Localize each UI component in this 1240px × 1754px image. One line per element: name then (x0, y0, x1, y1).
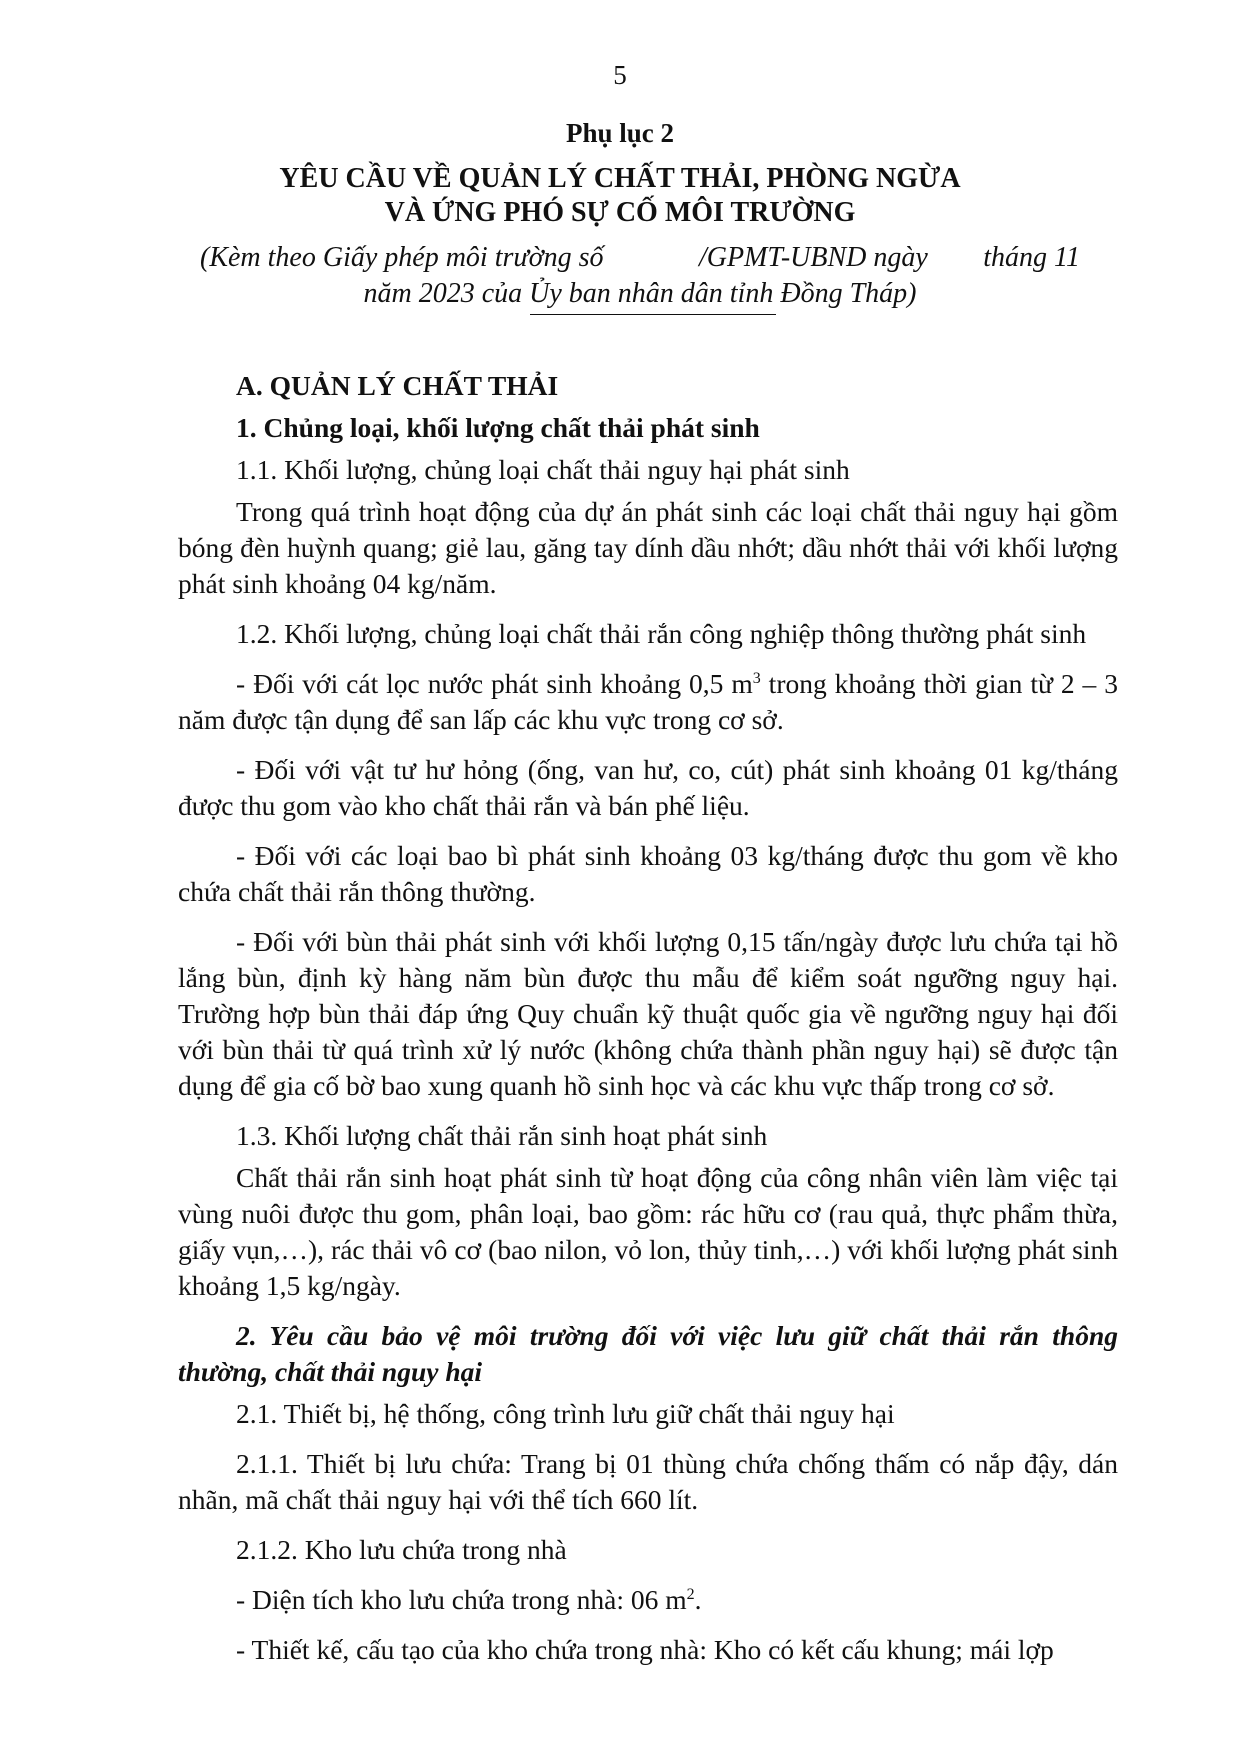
section-1-2-item-3: - Đối với các loại bao bì phát sinh khoảng 03 kg/tháng được thu gom về kho chứa chất thải rắn thông thường. (178, 840, 1118, 907)
subtitle-part-1: (Kèm theo Giấy phép môi trường số (200, 242, 604, 273)
page-number: 5 (613, 60, 627, 90)
section-1-2-item-4: - Đối với bùn thải phát sinh với khối lượng 0,15 tấn/ngày được lưu chứa tại hồ lắng bùn, định kỳ hàng năm bùn được thu mẫu để kiểm soát ngưỡng nguy hại. Trường hợp bùn thải đáp ứng Quy chuẩn kỹ thuật quốc gia về ngưỡng nguy hại đối với bùn thải từ quá trình xử lý nước (không chứa thành phần nguy hại) sẽ được tận dụng để gia cố bờ bao xung quanh hồ sinh học và các khu vực thấp trong cơ sở. (178, 926, 1118, 1101)
item-1-text-a: - Đối với cát lọc nước phát sinh khoảng 0,5 m (236, 668, 753, 699)
title-underline (530, 314, 776, 315)
document-title (0, 162, 1240, 230)
section-2-heading: 2. Yêu cầu bảo vệ môi trường đối với việc lưu giữ chất thải rắn thông thường, chất thải nguy hại (178, 1320, 1118, 1387)
section-1-1-heading: 1.1. Khối lượng, chủng loại chất thải nguy hại phát sinh (236, 454, 850, 485)
area-text-a: - Diện tích kho lưu chứa trong nhà: 06 m (236, 1584, 687, 1615)
section-2-1-heading: 2.1. Thiết bị, hệ thống, công trình lưu giữ chất thải nguy hại (236, 1398, 895, 1429)
appendix-label: Phụ lục 2 (565, 118, 675, 148)
section-1-2-heading: 1.2. Khối lượng, chủng loại chất thải rắn công nghiệp thông thường phát sinh (236, 618, 1087, 649)
subtitle-part-3: tháng 11 (983, 242, 1080, 273)
item-1-superscript: 3 (752, 669, 761, 687)
section-2-1-2-item-2: - Thiết kế, cấu tạo của kho chứa trong nhà: Kho có kết cấu khung; mái lợp (236, 1634, 1054, 1665)
section-1-3-heading: 1.3. Khối lượng chất thải rắn sinh hoạt phát sinh (236, 1120, 768, 1151)
item-1-text-b: trong khoảng thời gian từ 2 – 3 năm được tận dụng để san lấp các khu vực trong cơ sở. (178, 668, 1118, 735)
subtitle-part-2: /GPMT-UBND ngày (698, 242, 928, 273)
section-1-2-item-2: - Đối với vật tư hư hỏng (ống, van hư, co, cút) phát sinh khoảng 01 kg/tháng được thu gom vào kho chất thải rắn và bán phế liệu. (178, 754, 1118, 821)
section-1-3-text: Chất thải rắn sinh hoạt phát sinh từ hoạt động của công nhân viên làm việc tại vùng nuôi được thu gom, phân loại, bao gồm: rác hữu cơ (rau quả, thực phẩm thừa, giấy vụn,…), rác thải vô cơ (bao nilon, vỏ lon, thủy tinh,…) với khối lượng phát sinh khoảng 1,5 kg/ngày. (178, 1162, 1118, 1301)
section-1-1-text: Trong quá trình hoạt động của dự án phát sinh các loại chất thải nguy hại gồm bóng đèn huỳnh quang; giẻ lau, găng tay dính dầu nhớt; dầu nhớt thải với khối lượng phát sinh khoảng 04 kg/năm. (178, 496, 1118, 599)
section-a-heading: A. QUẢN LÝ CHẤT THẢI (236, 370, 559, 401)
section-2-1-1-text: 2.1.1. Thiết bị lưu chứa: Trang bị 01 thùng chứa chống thấm có nắp đậy, dán nhãn, mã chất thải nguy hại với thể tích 660 lít. (178, 1448, 1118, 1515)
title-line-1: YÊU CẦU VỀ QUẢN LÝ CHẤT THẢI, PHÒNG NGỪA (279, 163, 961, 194)
section-1-2-item-1 (178, 666, 1118, 738)
section-2-1-2-item-1 (178, 1582, 1118, 1618)
document-body (178, 368, 1118, 1682)
subtitle-line-1 (200, 240, 1080, 276)
title-line-2: VÀ ỨNG PHÓ SỰ CỐ MÔI TRƯỜNG (384, 197, 856, 228)
section-1-heading: 1. Chủng loại, khối lượng chất thải phát sinh (236, 412, 760, 443)
section-2-1-2-heading: 2.1.2. Kho lưu chứa trong nhà (236, 1534, 567, 1565)
area-text-b: . (694, 1584, 702, 1615)
area-superscript: 2 (686, 1585, 695, 1603)
document-subtitle (200, 240, 1080, 312)
subtitle-line-2: năm 2023 của Ủy ban nhân dân tỉnh Đồng Tháp) (363, 278, 917, 309)
